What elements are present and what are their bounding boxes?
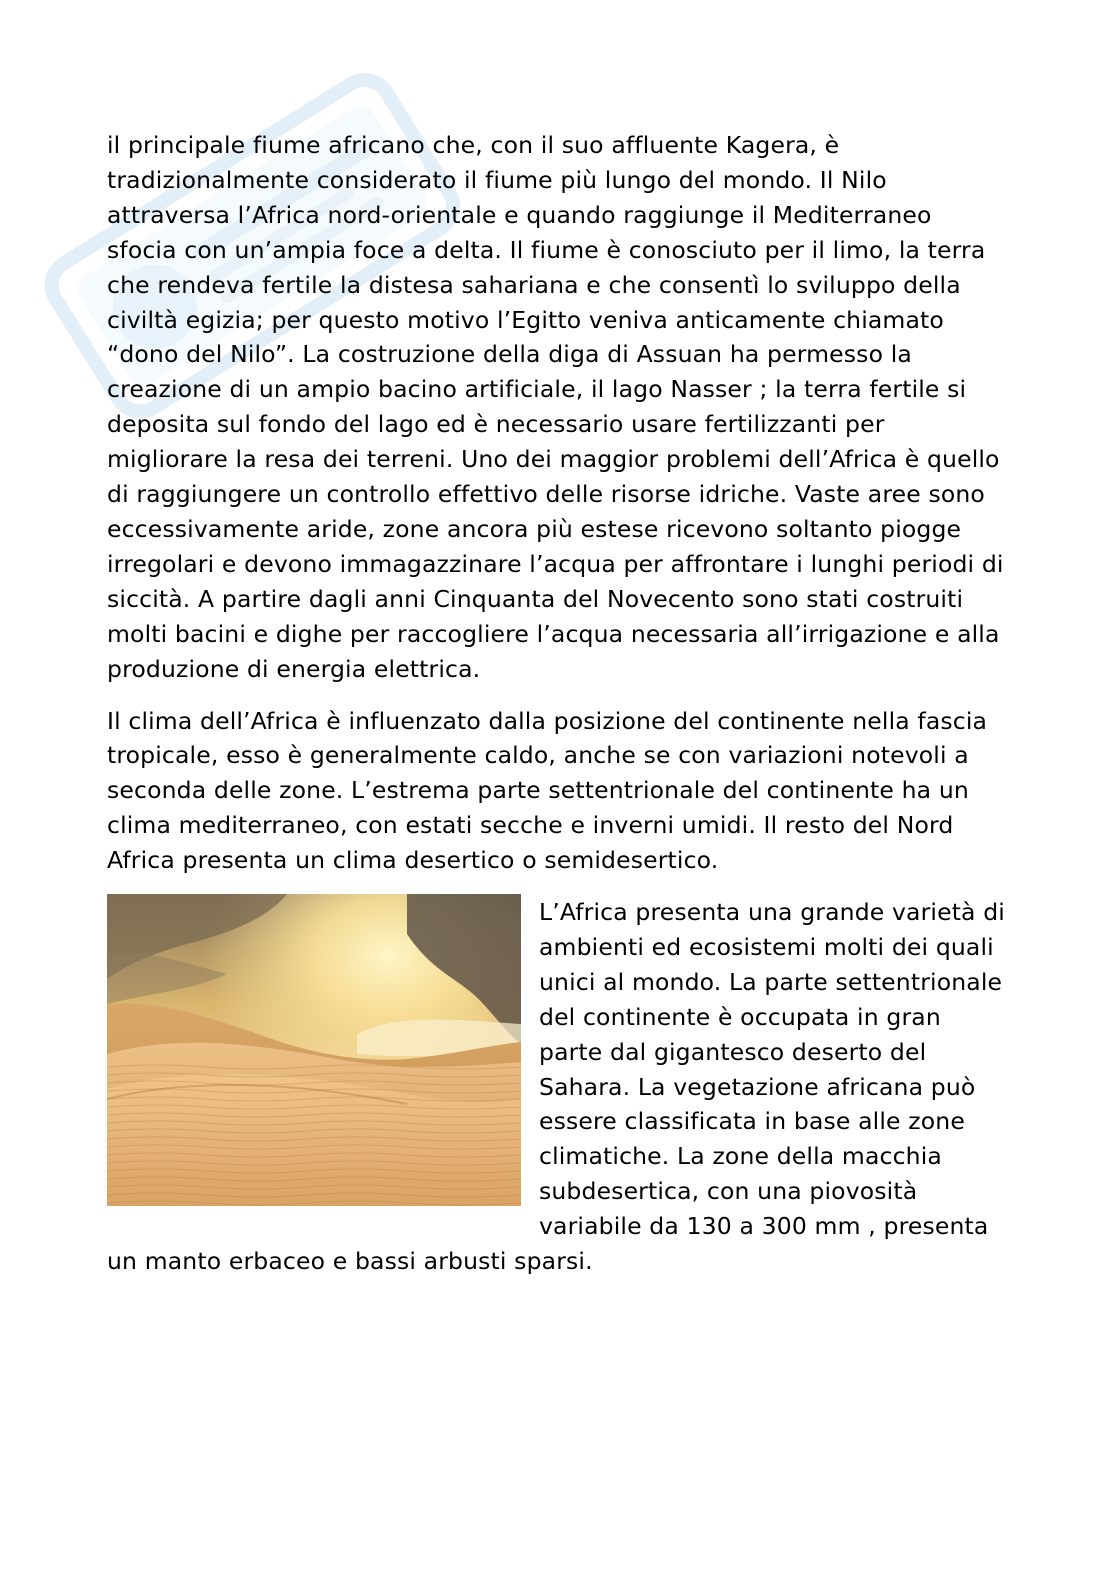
paragraph-ecosystems: L’Africa presenta una grande varietà di ambienti ed ecosistemi molti dei quali unici al mondo. La parte settentrionale del continente è occupata in gran parte dal gigantesco deserto del Sahara. La vegetazione africana può essere classificata in base alle zone climatiche. La zone della macchia subdesertica, con una piovosità variabile da 130 a 300 mm , presenta un manto erbaceo e bassi arbusti sparsi. <box>107 898 1005 1276</box>
document-body <box>107 128 1007 1279</box>
paragraph-climate: Il clima dell’Africa è influenzato dalla posizione del continente nella fascia tropicale, esso è generalmente caldo, anche se con variazioni notevoli a seconda delle zone. L’estrema parte settentrionale del continente ha un clima mediterraneo, con estati secche e inverni umidi. Il resto del Nord Africa presenta un clima desertico o semidesertico. <box>107 706 988 875</box>
paragraph-nile: il principale fiume africano che, con il suo affluente Kagera, è tradizionalmente considerato il fiume più lungo del mondo. Il Nilo attraversa l’Africa nord-orientale e quando raggiunge il Mediterraneo sfocia con un’ampia foce a delta. Il fiume è conosciuto per il limo, la terra che rendeva fertile la distesa sahariana e che consentì lo sviluppo della civiltà egizia; per questo motivo l’Egitto veniva anticamente chiamato “dono del Nilo”. La costruzione della diga di Assuan ha permesso la creazione di un ampio bacino artificiale, il lago Nasser ; la terra fertile si deposita sul fondo del lago ed è necessario usare fertilizzanti per migliorare la resa dei terreni. Uno dei maggior problemi dell’Africa è quello di raggiungere un controllo effettivo delle risorse idriche. Vaste aree sono eccessivamente aride, zone ancora più estese ricevono soltanto piogge irregolari e devono immagazzinare l’acqua per affrontare i lunghi periodi di siccità. A partire dagli anni Cinquanta del Novecento sono stati costruiti molti bacini e dighe per raccogliere l’acqua necessaria all’irrigazione e alla produzione di energia elettrica. <box>107 131 1004 683</box>
desert-dunes-image <box>107 894 521 1206</box>
